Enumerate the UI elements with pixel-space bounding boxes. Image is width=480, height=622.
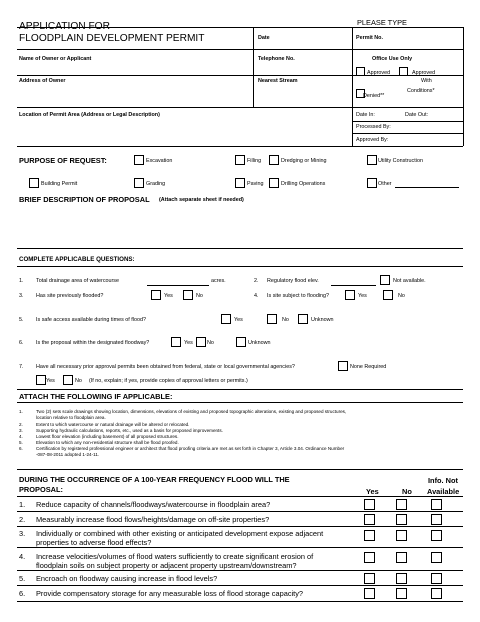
flood-5-yes-checkbox[interactable] (364, 573, 375, 584)
table-row-line (17, 570, 463, 571)
q5-no-label: No (282, 317, 289, 323)
approved-checkbox[interactable] (356, 67, 365, 76)
attach-item-text: Supporting hydraulic calculations, reports, etc., used as a basis for proposed improvements. (36, 428, 223, 433)
section-divider (17, 248, 463, 249)
brief-description-field[interactable] (19, 205, 463, 245)
attach-item-text: location relative to floodplain area. (36, 415, 106, 420)
flood-4-yes-checkbox[interactable] (364, 552, 375, 563)
approved-label: Approved (367, 70, 391, 76)
table-row-line (17, 601, 463, 602)
attach-item-text: Lowest floor elevation (including basement) of all proposed structures. (36, 434, 179, 439)
drilling-operations-checkbox[interactable] (269, 178, 279, 188)
grid-line (17, 107, 463, 108)
q7-text: Have all necessary prior approval permits been obtained from federal, state or local governmental agencies? (36, 364, 295, 370)
col-info-header-1: Info. Not (428, 476, 458, 485)
table-row-line (17, 585, 463, 586)
filling-label: Filling (247, 158, 262, 164)
building-permit-checkbox[interactable] (29, 178, 39, 188)
flood-5-no-checkbox[interactable] (396, 573, 407, 584)
approved-by-label: Approved By: (356, 137, 389, 143)
section-divider (17, 402, 463, 403)
grid-line (253, 27, 254, 107)
table-row-line (17, 547, 463, 548)
col-no-header: No (402, 487, 412, 496)
grid-line (352, 121, 463, 122)
questions-title: COMPLETE APPLICABLE QUESTIONS: (19, 256, 135, 263)
with-label: With (421, 78, 432, 84)
brief-description-note: (Attach separate sheet if needed) (159, 197, 244, 203)
q4-no-checkbox[interactable] (383, 290, 393, 300)
dredging-checkbox[interactable] (269, 155, 279, 165)
flood-item-text: floodplain soils on subject property or adjacent property upstream/downstream? (36, 561, 297, 570)
flood-item-text: Individually or combined with other existing or anticipated development expose adjacent (36, 529, 324, 538)
q7-yes-label: Yes (46, 378, 55, 384)
approved-with-conditions-checkbox[interactable] (399, 67, 408, 76)
attach-item-number: 5. (19, 440, 23, 445)
attach-item-text: Two (2) sets scale drawings showing location, dimensions, elevations of existing and proposed topographic alterations, existing and proposed structures, (36, 409, 347, 414)
filling-checkbox[interactable] (235, 155, 245, 165)
date-label: Date (258, 35, 270, 41)
q2-not-available-checkbox[interactable] (380, 275, 390, 285)
flood-6-yes-checkbox[interactable] (364, 588, 375, 599)
flood-3-info-checkbox[interactable] (431, 530, 442, 541)
q3-yes-label: Yes (164, 293, 173, 299)
grid-line (17, 75, 463, 76)
other-label: Other (378, 181, 392, 187)
paving-label: Paving (247, 181, 264, 187)
grid-line (17, 49, 463, 50)
q6-yes-checkbox[interactable] (171, 337, 181, 347)
brief-description-title: BRIEF DESCRIPTION OF PROPOSAL (19, 195, 150, 204)
flood-1-yes-checkbox[interactable] (364, 499, 375, 510)
excavation-checkbox[interactable] (134, 155, 144, 165)
flood-item-text: properties to adverse flood effects? (36, 538, 152, 547)
q7-note: (If no, explain; if yes, provide copies of approval letters or permits.) (89, 378, 248, 384)
grid-line (352, 27, 353, 146)
q5-text: Is safe access available during times of flood? (36, 317, 146, 323)
telephone-field[interactable] (256, 64, 350, 74)
q4-text: Is site subject to flooding? (267, 293, 330, 299)
q1-text: Total drainage area of watercourse (36, 278, 120, 284)
q6-no-checkbox[interactable] (196, 337, 206, 347)
permit-no-field[interactable] (355, 42, 461, 48)
q4-yes-checkbox[interactable] (345, 290, 355, 300)
q3-text: Has site previously flooded? (36, 293, 104, 299)
q7-yes-checkbox[interactable] (36, 375, 46, 385)
flood-6-info-checkbox[interactable] (431, 588, 442, 599)
q7-none-required-checkbox[interactable] (338, 361, 348, 371)
date-field[interactable] (256, 42, 350, 48)
flood-1-no-checkbox[interactable] (396, 499, 407, 510)
table-row-line (17, 511, 463, 512)
other-checkbox[interactable] (367, 178, 377, 188)
attach-title: ATTACH THE FOLLOWING IF APPLICABLE: (19, 392, 173, 401)
flood-item-number: 5. (19, 574, 26, 583)
flood-item-text: Measurably increase flood flows/heights/damage on off-site properties? (36, 515, 270, 524)
q3-no-label: No (196, 293, 203, 299)
flood-item-number: 4. (19, 552, 26, 561)
flood-2-no-checkbox[interactable] (396, 514, 407, 525)
q6-no-label: No (207, 340, 214, 346)
section-divider (17, 266, 463, 267)
attach-item-number: 2. (19, 422, 23, 427)
attach-item-number: 3. (19, 428, 23, 433)
telephone-label: Telephone No. (258, 56, 295, 62)
q4-number: 4. (254, 293, 259, 299)
utility-construction-label: Utility Construction (378, 158, 423, 164)
owner-name-label: Name of Owner or Applicant (19, 56, 92, 62)
flood-item-text: Reduce capacity of channels/floodways/watercourse in floodplain area? (36, 500, 271, 509)
q5-yes-label: Yes (234, 317, 243, 323)
flood-title-line-2: PROPOSAL: (19, 485, 63, 494)
flood-3-no-checkbox[interactable] (396, 530, 407, 541)
attach-item-text: Elevation to which any non-residential structure shall be flood proofed. (36, 440, 179, 445)
q6-text: Is the proposal within the designated floodway? (36, 340, 150, 346)
section-divider (17, 389, 463, 390)
grid-line (463, 27, 464, 146)
q6-number: 6. (19, 340, 24, 346)
q3-number: 3. (19, 293, 24, 299)
q4-no-label: No (398, 293, 405, 299)
dredging-label: Dredging or Mining (281, 158, 327, 164)
owner-address-field[interactable] (19, 86, 251, 106)
utility-construction-checkbox[interactable] (367, 155, 377, 165)
grading-checkbox[interactable] (134, 178, 144, 188)
office-use-title: Office Use Only (372, 56, 413, 62)
flood-2-info-checkbox[interactable] (431, 514, 442, 525)
permit-no-label: Permit No. (356, 35, 383, 41)
flood-4-no-checkbox[interactable] (396, 552, 407, 563)
q5-yes-checkbox[interactable] (221, 314, 231, 324)
attach-item-number: 1. (19, 409, 23, 414)
other-input-line[interactable] (395, 187, 459, 188)
grid-line (17, 146, 463, 147)
flood-6-no-checkbox[interactable] (396, 588, 407, 599)
q4-yes-label: Yes (358, 293, 367, 299)
q6-yes-label: Yes (184, 340, 193, 346)
nearest-stream-label: Nearest Stream (258, 78, 298, 84)
grid-line (17, 27, 463, 28)
flood-title-line-1: DURING THE OCCURRENCE OF A 100-YEAR FREQUENCY FLOOD WILL THE (19, 475, 290, 484)
location-field[interactable] (19, 120, 349, 144)
table-border (17, 469, 463, 470)
q7-no-checkbox[interactable] (63, 375, 73, 385)
please-type-label: PLEASE TYPE (357, 18, 407, 27)
grading-label: Grading (146, 181, 166, 187)
table-row-line (17, 526, 463, 527)
date-in-label: Date In: (356, 112, 375, 118)
nearest-stream-field[interactable] (256, 86, 350, 106)
grid-line (352, 133, 463, 134)
flood-item-text: Increase velocities/volumes of flood waters sufficiently to create significant erosion of (36, 552, 314, 561)
excavation-label: Excavation (146, 158, 173, 164)
flood-3-yes-checkbox[interactable] (364, 530, 375, 541)
table-row-line (17, 496, 463, 497)
q1-number: 1. (19, 278, 24, 284)
q2-elev-input[interactable] (331, 285, 376, 286)
conditions-label: Conditions* (407, 88, 435, 94)
q2-number: 2. (254, 278, 259, 284)
flood-item-text: Provide compensatory storage for any measurable loss of flood storage capacity? (36, 589, 304, 598)
q6-unknown-label: Unknown (248, 340, 271, 346)
q1-unit: acres. (211, 278, 226, 284)
q5-no-checkbox[interactable] (267, 314, 277, 324)
processed-by-label: Processed By: (356, 124, 391, 130)
q6-unknown-checkbox[interactable] (236, 337, 246, 347)
date-out-label: Date Out: (405, 112, 429, 118)
attach-item-text: -087-08-2011 adopted 1-24-11. (36, 452, 100, 457)
col-info-header-2: Available (427, 487, 460, 496)
col-yes-header: Yes (366, 487, 379, 496)
flood-1-info-checkbox[interactable] (431, 499, 442, 510)
attach-item-text: Certification by registered professional engineer or architect that flood proofing criteria are met as set forth in Chapter 3, Article 3.04. Ordinance Number (36, 446, 345, 451)
q2-not-available-label: Not available. (393, 278, 426, 284)
attach-item-number: 6. (19, 446, 23, 451)
owner-address-label: Address of Owner (19, 78, 66, 84)
flood-5-info-checkbox[interactable] (431, 573, 442, 584)
flood-item-number: 3. (19, 529, 26, 538)
flood-item-number: 1. (19, 500, 26, 509)
flood-4-info-checkbox[interactable] (431, 552, 442, 563)
flood-item-number: 2. (19, 515, 26, 524)
flood-item-text: Encroach on floodway causing increase in flood levels? (36, 574, 218, 583)
paving-checkbox[interactable] (235, 178, 245, 188)
q7-number: 7. (19, 364, 24, 370)
q7-no-label: No (75, 378, 82, 384)
q3-no-checkbox[interactable] (183, 290, 193, 300)
q5-unknown-checkbox[interactable] (298, 314, 308, 324)
location-label: Location of Permit Area (Address or Legal Description) (19, 112, 160, 118)
q1-acres-input[interactable] (147, 285, 209, 286)
q2-text: Regulatory flood elev. (267, 278, 319, 284)
q5-number: 5. (19, 317, 24, 323)
q3-yes-checkbox[interactable] (151, 290, 161, 300)
title-line-1: APPLICATION FOR (19, 21, 110, 32)
building-permit-label: Building Permit (41, 181, 78, 187)
purpose-title: PURPOSE OF REQUEST: (19, 156, 107, 165)
title-line-2: FLOODPLAIN DEVELOPMENT PERMIT (19, 33, 205, 44)
owner-name-field[interactable] (19, 64, 251, 74)
approved-with-label: Approved (412, 70, 436, 76)
attach-item-text: Extent to which watercourse or natural drainage will be altered or relocated. (36, 422, 190, 427)
q7-none-required-label: None Required (350, 364, 387, 370)
drilling-operations-label: Drilling Operations (281, 181, 326, 187)
denied-label: Denied** (363, 93, 385, 99)
attach-item-number: 4. (19, 434, 23, 439)
flood-2-yes-checkbox[interactable] (364, 514, 375, 525)
q5-unknown-label: Unknown (311, 317, 334, 323)
flood-item-number: 6. (19, 589, 26, 598)
